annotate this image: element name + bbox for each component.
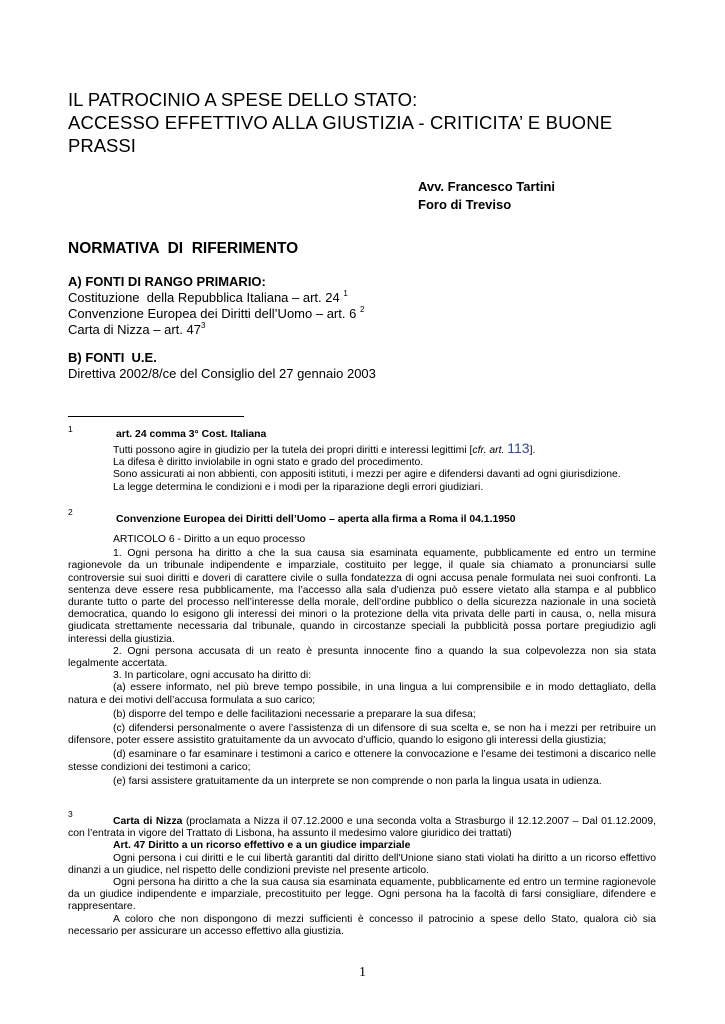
footnote-2-title: Convenzione Europea dei Diritti dell’Uomo – aperta alla firma a Roma il 04.1.1950 bbox=[116, 514, 516, 525]
footnote-3 bbox=[68, 808, 656, 938]
footnote-1-title: art. 24 comma 3° Cost. Italiana bbox=[116, 429, 267, 440]
footnote-1-line-4: La legge determina le condizioni e i modi per la riparazione degli errori giudiziari. bbox=[113, 481, 484, 493]
section-a-item-2 bbox=[68, 306, 364, 322]
footnote-2-p1: 1. Ogni persona ha diritto a che la sua causa sia esaminata equamente, pubblicamente ed entro un termine ragionevole da un tribunale indipendente e imparziale, costituito per legge, il quale sia chiamato a pronunciarsi sulle controversie sui suoi diritti e doveri di carattere civile o sulla fondatezza di ogni accusa penale formulata nei suoi confronti. La sentenza deve essere resa pubblicamente, ma l’accesso alla sala d’udienza può essere vietato alla stampa e al pubblico durante tutto o parte del processo nell’interesse della morale, dell’ordine pubblico o della sicurezza nazionale in una società democratica, quando lo esigono gli interessi dei minori o la protezione della vita privata delle parti in causa, o, nella misura giudicata strettamente necessaria dal tribunale, quando in circostanze speciali la pubblicità possa portare pregiudizio agli interessi della giustizia. bbox=[68, 548, 656, 645]
footnote-2-p2: 2. Ogni persona accusata di un reato è presunta innocente fino a quando la sua colpevolezza non sia stata legalmente accertata. bbox=[68, 645, 656, 670]
footnote-2-article: ARTICOLO 6 - Diritto a un equo processo bbox=[113, 534, 306, 545]
footnote-2-pa: (a) essere informato, nel più breve tempo possibile, in una lingua a lui comprensibile e in modo dettagliato, della natura e dei motivi dell’accusa formulata a suo carico; bbox=[68, 682, 656, 706]
footnote-3-art-heading: Art. 47 Diritto a un ricorso effettivo e a un giudice imparziale bbox=[113, 840, 411, 852]
title-line-2: ACCESSO EFFETTIVO ALLA GIUSTIZIA - CRITICITA’ E BUONE bbox=[68, 112, 613, 133]
section-a-item-2-text: Convenzione Europea dei Diritti dell’Uomo – art. 6 bbox=[68, 306, 360, 321]
author-name: Avv. Francesco Tartini bbox=[418, 179, 556, 194]
footnote-separator bbox=[68, 416, 244, 417]
section-b-text: Direttiva 2002/8/ce del Consiglio del 27 gennaio 2003 bbox=[68, 366, 376, 381]
footnote-1-line-3: Sono assicurati ai non abbienti, con appositi istituti, i mezzi per agire e difendersi davanti ad ogni giurisdizione. bbox=[113, 469, 621, 481]
section-b-heading: B) FONTI U.E. bbox=[68, 350, 157, 365]
normativa-heading: NORMATIVA DI RIFERIMENTO bbox=[68, 240, 299, 257]
footnote-2-pc: (c) difendersi personalmente o avere l’assistenza di un difensore di sua scelta e, se non ha i mezzi per retribuire un difensore, poter essere assistito gratuitamente da un avvocato d’ufficio, quando lo esigono gli interessi della giustizia; bbox=[68, 723, 656, 747]
title-line-1: IL PATROCINIO A SPESE DELLO STATO: bbox=[68, 89, 418, 110]
footnote-2-pd: (d) esaminare o far esaminare i testimoni a carico e ottenere la convocazione e l’esame dei testimoni a discarico nelle stesse condizioni dei testimoni a carico; bbox=[68, 749, 656, 773]
author-block bbox=[418, 178, 555, 214]
page-number: 1 bbox=[359, 965, 366, 980]
footnote-1-header bbox=[68, 424, 656, 440]
section-a-item-1-text: Costituzione della Repubblica Italiana – art. 24 bbox=[68, 290, 344, 305]
footnote-3-number: 3 bbox=[68, 809, 73, 819]
footnote-ref-2[interactable]: 2 bbox=[359, 305, 365, 314]
footnote-1-line-1-text: Tutti possono agire in giudizio per la tutela dei propri diritti e interessi legittimi [ bbox=[113, 445, 473, 456]
footnote-3-p3: A coloro che non dispongono di mezzi sufficienti è concesso il patrocinio a spese dello Stato, qualora ciò sia necessario per assicurare un accesso effettivo alla giustizia. bbox=[68, 913, 656, 937]
footnote-ref-1[interactable]: 1 bbox=[343, 289, 348, 298]
section-a-item-3-text: Carta di Nizza – art. 47 bbox=[68, 322, 201, 337]
section-a-item-1 bbox=[68, 290, 364, 306]
footnote-1-line-1 bbox=[113, 442, 656, 457]
section-a-item-3 bbox=[68, 322, 364, 338]
section-a-heading: A) FONTI DI RANGO PRIMARIO: bbox=[68, 274, 266, 289]
footnote-2-p3: 3. In particolare, ogni accusato ha diritto di: bbox=[113, 670, 312, 682]
title-line-3: PRASSI bbox=[68, 135, 136, 156]
footnote-3-p2: Ogni persona ha diritto a che la sua causa sia esaminata equamente, pubblicamente ed entro un termine ragionevole da un giudice indipendente e imparziale, precostituito per legge. Ogni persona ha la facoltà di farsi consigliare, difendere e rappresentare. bbox=[68, 877, 656, 913]
footnote-1 bbox=[68, 424, 656, 494]
footnote-1-line-1-end: ]. bbox=[529, 445, 536, 456]
footnote-3-p1: Ogni persona i cui diritti e le cui libertà garantiti dal diritto dell'Unione siano stati violati ha diritto a un ricorso effettivo dinanzi a un giudice, nel rispetto delle condizioni previste nel presente articolo. bbox=[68, 852, 656, 876]
footnote-2-header bbox=[68, 506, 656, 525]
document-title bbox=[68, 88, 668, 157]
footnote-ref-3[interactable]: 3 bbox=[200, 321, 206, 330]
art-113-link[interactable]: 113 bbox=[507, 440, 530, 456]
footnote-2-pb: (b) disporre del tempo e delle facilitazioni necessarie a preparare la sua difesa; bbox=[113, 708, 476, 720]
footnote-3-title: Carta di Nizza bbox=[113, 816, 183, 827]
footnote-1-cfr: cfr. art. bbox=[472, 445, 505, 456]
section-a bbox=[68, 274, 364, 338]
footnote-2 bbox=[68, 506, 656, 788]
footnote-3-intro bbox=[68, 816, 656, 840]
footnote-1-line-2: La difesa è diritto inviolabile in ogni stato e grado del procedimento. bbox=[113, 457, 424, 469]
author-affiliation: Foro di Treviso bbox=[418, 197, 512, 212]
footnote-2-pe: (e) farsi assistere gratuitamente da un interprete se non comprende o non parla la lingua usata in udienza. bbox=[113, 775, 602, 787]
section-b bbox=[68, 350, 376, 382]
footnote-1-number: 1 bbox=[68, 424, 73, 434]
footnote-3-title-rest: (proclamata a Nizza il 07.12.2000 e una seconda volta a Strasburgo il 12.12.2007 – Dal 01.12.2009, con l’entrata in vigore del Trattato di Lisbona, ha assunto il medesimo valore giuridico dei trattati) bbox=[68, 816, 656, 840]
footnote-2-number: 2 bbox=[68, 507, 73, 517]
footnote-3-header bbox=[68, 808, 656, 819]
